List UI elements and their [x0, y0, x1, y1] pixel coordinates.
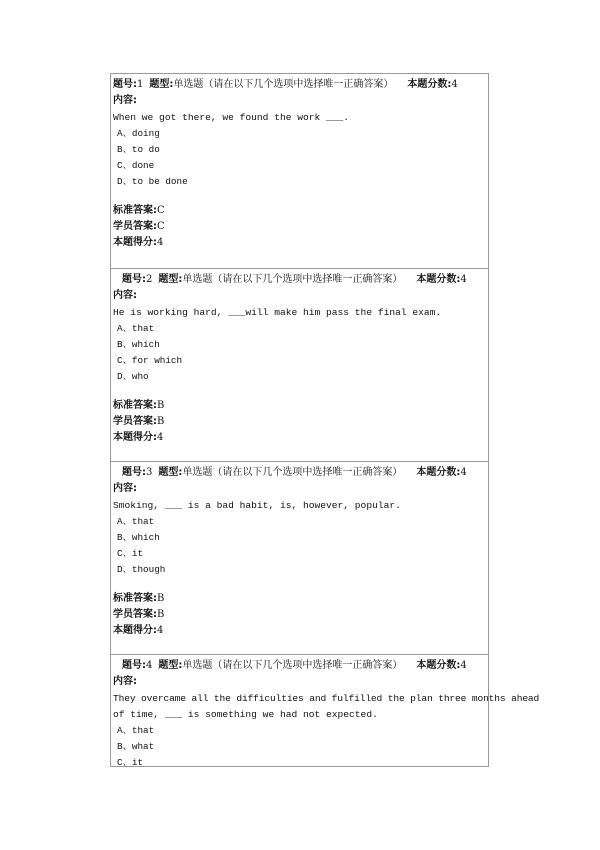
- question-stem: Smoking, ___ is a bad habit, is, however, popular.: [113, 500, 401, 511]
- earned-score-row: [113, 235, 488, 251]
- standard-answer-label: 标准答案:: [113, 400, 157, 411]
- earned-score-row: [113, 623, 488, 639]
- option-b: B、what: [117, 741, 155, 752]
- question-score: 4: [451, 79, 458, 90]
- earned-score-label: 本题得分:: [113, 237, 157, 248]
- student-answer-label: 学员答案:: [113, 609, 157, 620]
- option-b: B、to do: [117, 144, 160, 155]
- question-number: 3: [146, 467, 153, 478]
- standard-answer-value: C: [157, 205, 165, 216]
- standard-answer-row: [113, 398, 488, 414]
- standard-answer-value: B: [157, 593, 165, 604]
- question-header: [113, 658, 488, 674]
- option-d: D、to be done: [117, 176, 188, 187]
- standard-answer-row: [113, 591, 488, 607]
- student-answer-value: C: [157, 221, 165, 232]
- content-label: 内容:: [113, 483, 137, 494]
- number-label: 题号:: [113, 79, 137, 90]
- standard-answer-label: 标准答案:: [113, 593, 157, 604]
- question-stem: When we got there, we found the work ___.: [113, 112, 350, 123]
- question-type: 单选题（请在以下几个选项中选择唯一正确答案）: [182, 467, 403, 478]
- question-score: 4: [460, 660, 467, 671]
- question-header: [113, 272, 488, 288]
- standard-answer-label: 标准答案:: [113, 205, 157, 216]
- student-answer-value: B: [157, 609, 165, 620]
- question-type: 单选题（请在以下几个选项中选择唯一正确答案）: [182, 274, 403, 285]
- options-list: [113, 126, 488, 190]
- score-label: 本题分数:: [416, 467, 461, 478]
- content-label: 内容:: [113, 95, 137, 106]
- type-label: 题型:: [158, 660, 183, 671]
- question-stem-line-2: of time, ___ is something we had not expected.: [113, 709, 378, 720]
- option-a: A、doing: [117, 128, 160, 139]
- question-block-1: [110, 73, 489, 268]
- answers-section: [113, 398, 488, 446]
- question-stem-line-1: They overcame all the difficulties and fulfilled the plan three months ahead: [113, 693, 540, 704]
- earned-score-value: 4: [157, 237, 164, 248]
- standard-answer-row: [113, 203, 488, 219]
- option-c: C、for which: [117, 355, 183, 366]
- number-label: 题号:: [122, 274, 146, 285]
- earned-score-value: 4: [157, 432, 164, 443]
- question-block-3: [110, 461, 489, 654]
- earned-score-value: 4: [157, 625, 164, 636]
- student-answer-row: [113, 607, 488, 623]
- question-sheet: [110, 73, 540, 768]
- score-label: 本题分数:: [416, 660, 461, 671]
- content-label: 内容:: [113, 290, 137, 301]
- question-block-2: [110, 268, 489, 461]
- student-answer-value: B: [157, 416, 165, 427]
- option-a: A、that: [117, 323, 155, 334]
- standard-answer-value: B: [157, 400, 165, 411]
- number-label: 题号:: [122, 660, 146, 671]
- option-a: A、that: [117, 516, 155, 527]
- earned-score-label: 本题得分:: [113, 432, 157, 443]
- question-stem: He is working hard, ___will make him pass the final exam.: [113, 307, 442, 318]
- question-block-4: [110, 654, 540, 768]
- type-label: 题型:: [158, 274, 183, 285]
- options-list: [113, 514, 488, 578]
- question-number: 4: [146, 660, 153, 671]
- options-list: [113, 723, 488, 771]
- option-d: D、though: [117, 564, 166, 575]
- type-label: 题型:: [149, 79, 174, 90]
- question-number: 1: [137, 79, 144, 90]
- score-label: 本题分数:: [416, 274, 461, 285]
- question-score: 4: [460, 274, 467, 285]
- answers-section: [113, 203, 488, 251]
- option-c: C、it: [117, 757, 144, 768]
- option-c: C、done: [117, 160, 155, 171]
- student-answer-row: [113, 414, 488, 430]
- type-label: 题型:: [158, 467, 183, 478]
- question-type: 单选题（请在以下几个选项中选择唯一正确答案）: [173, 79, 394, 90]
- student-answer-label: 学员答案:: [113, 221, 157, 232]
- question-header: [113, 465, 488, 481]
- option-c: C、it: [117, 548, 144, 559]
- student-answer-label: 学员答案:: [113, 416, 157, 427]
- option-d: D、who: [117, 371, 149, 382]
- question-score: 4: [460, 467, 467, 478]
- answers-section: [113, 591, 488, 639]
- score-label: 本题分数:: [407, 79, 452, 90]
- options-list: [113, 321, 488, 385]
- question-number: 2: [146, 274, 153, 285]
- content-label: 内容:: [113, 676, 137, 687]
- option-b: B、which: [117, 532, 160, 543]
- student-answer-row: [113, 219, 488, 235]
- option-b: B、which: [117, 339, 160, 350]
- number-label: 题号:: [122, 467, 146, 478]
- option-a: A、that: [117, 725, 155, 736]
- question-header: [113, 77, 488, 93]
- earned-score-row: [113, 430, 488, 446]
- earned-score-label: 本题得分:: [113, 625, 157, 636]
- question-type: 单选题（请在以下几个选项中选择唯一正确答案）: [182, 660, 403, 671]
